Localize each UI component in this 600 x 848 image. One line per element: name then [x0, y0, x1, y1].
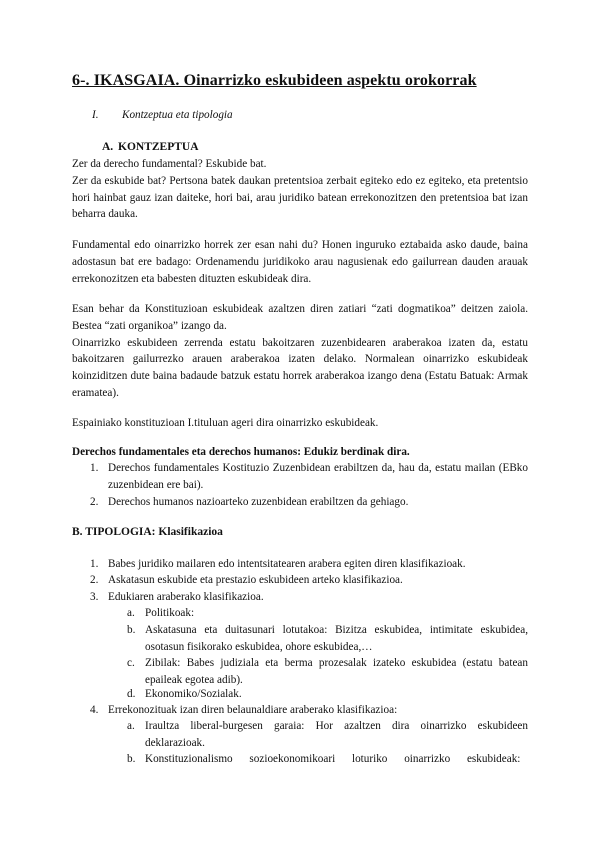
sublist-item — [127, 718, 528, 752]
list-number: 3. — [90, 591, 99, 603]
list-item — [90, 702, 528, 719]
sublist-text: Iraultza liberal-burgesen garaia: Hor azaltzen dira oinarrizko eskubideen deklarazioak. — [145, 720, 528, 749]
paragraph-line: Oinarrizko eskubideen zerrenda estatu bakoitzaren zuzenbidearen araberakoa izaten da, estatu bakoitzaren gailurrezko arauen araberakoa izaten delako. Normalean oinarrizko eskubideak koinziditzen dute baina badaude batzuk estatu horrek araberakoa izango dena (Estatu Batuak: Armak eramatea). — [72, 336, 528, 399]
list-item — [90, 494, 528, 511]
heading-a-label: KONTZEPTUA — [118, 141, 199, 153]
sublist-item — [127, 751, 528, 768]
section-number: I. — [92, 109, 99, 121]
list-item — [90, 556, 528, 573]
sublist-letter: a. — [127, 607, 135, 619]
heading-a-number: A. — [102, 141, 114, 153]
section-label: Kontzeptua eta tipologia — [122, 109, 233, 121]
sublist-item — [127, 622, 528, 656]
paragraph-spain: Espainiako konstituzioan I.tituluan ageri dira oinarrizko eskubideak. — [72, 417, 379, 429]
paragraph-fundamental: Fundamental edo oinarrizko horrek zer esan nahi du? Honen inguruko eztabaida asko daude, baina adostasun bat ere badago: Ordenamendu juridikoko arau nagusienak edo gailurrean dauden arauak errekonozitzen eta babesten dituzten eskubideak dira. — [72, 239, 528, 285]
sublist-item — [127, 655, 528, 689]
paragraph-line: Esan behar da Konstituzioan eskubideak azaltzen diren zatiari “zati dogmatikoa” deitzen zaiola. Bestea “zati organikoa” izango da. — [72, 303, 528, 332]
paragraph-line: Zer da eskubide bat? Pertsona batek daukan pretentsioa zerbait egiteko edo ez egiteko, eta pretentsio hori hainbat gauz izan daiteke, hori bai, arau juridiko batean errekonozitzen den pretentsioa bat izan beharra dauka. — [72, 174, 528, 221]
sublist-letter: c. — [127, 657, 135, 669]
list-text: Errekonozituak izan diren belaunaldiare araberako klasifikazioa: — [108, 704, 398, 716]
list-number: 2. — [90, 496, 99, 508]
list-number: 1. — [90, 558, 99, 570]
sublist-letter: a. — [127, 720, 135, 732]
sublist-item — [127, 605, 528, 622]
heading-a — [102, 141, 199, 153]
sublist-text: Ekonomiko/Sozialak. — [145, 688, 242, 700]
list-number: 4. — [90, 704, 99, 716]
paragraph-definition — [72, 156, 528, 223]
list-text: Askatasun eskubide eta prestazio eskubideen arteko klasifikazioa. — [108, 574, 403, 586]
sublist-text: Zibilak: Babes judiziala eta berma prozesalak izateko eskubidea (estatu batean epaileak egotea adib). — [145, 657, 528, 686]
list-text: Babes juridiko mailaren edo intentsitatearen arabera egiten diren klasifikazioak. — [108, 558, 466, 570]
sublist-letter: b. — [127, 624, 136, 636]
heading-b: B. TIPOLOGIA: Klasifikazioa — [72, 526, 223, 538]
sublist-text: Konstituzionalismo sozioekonomikoari loturiko oinarrizko eskubideak: — [145, 753, 521, 765]
sublist-item — [127, 686, 528, 703]
section-heading-i — [92, 109, 233, 121]
list-number: 2. — [90, 574, 99, 586]
paragraph-constitution — [72, 301, 528, 402]
list-text: Edukiaren araberako klasifikazioa. — [108, 591, 264, 603]
sublist-letter: b. — [127, 753, 136, 765]
list-item — [90, 460, 528, 494]
derechos-heading: Derechos fundamentales eta derechos humanos: Edukiz berdinak dira. — [72, 446, 410, 458]
list-item — [90, 572, 528, 589]
list-number: 1. — [90, 462, 99, 474]
sublist-text: Askatasuna eta duitasunari lotutakoa: Bizitza eskubidea, intimitate eskubidea, osotasun fisikorako eskubidea, ohore eskubidea,… — [145, 624, 528, 653]
sublist-letter: d. — [127, 688, 136, 700]
list-text: Derechos humanos nazioarteko zuzenbidean erabiltzen da gehiago. — [108, 496, 409, 508]
page-title: 6-. IKASGAIA. Oinarrizko eskubideen aspektu orokorrak — [72, 72, 477, 89]
sublist-text: Politikoak: — [145, 607, 195, 619]
list-item — [90, 589, 528, 606]
paragraph-line: Zer da derecho fundamental? Eskubide bat. — [72, 158, 267, 170]
list-text: Derechos fundamentales Kostituzio Zuzenbidean erabiltzen da, hau da, estatu mailan (EBko zuzenbidean ere bai). — [108, 462, 528, 491]
